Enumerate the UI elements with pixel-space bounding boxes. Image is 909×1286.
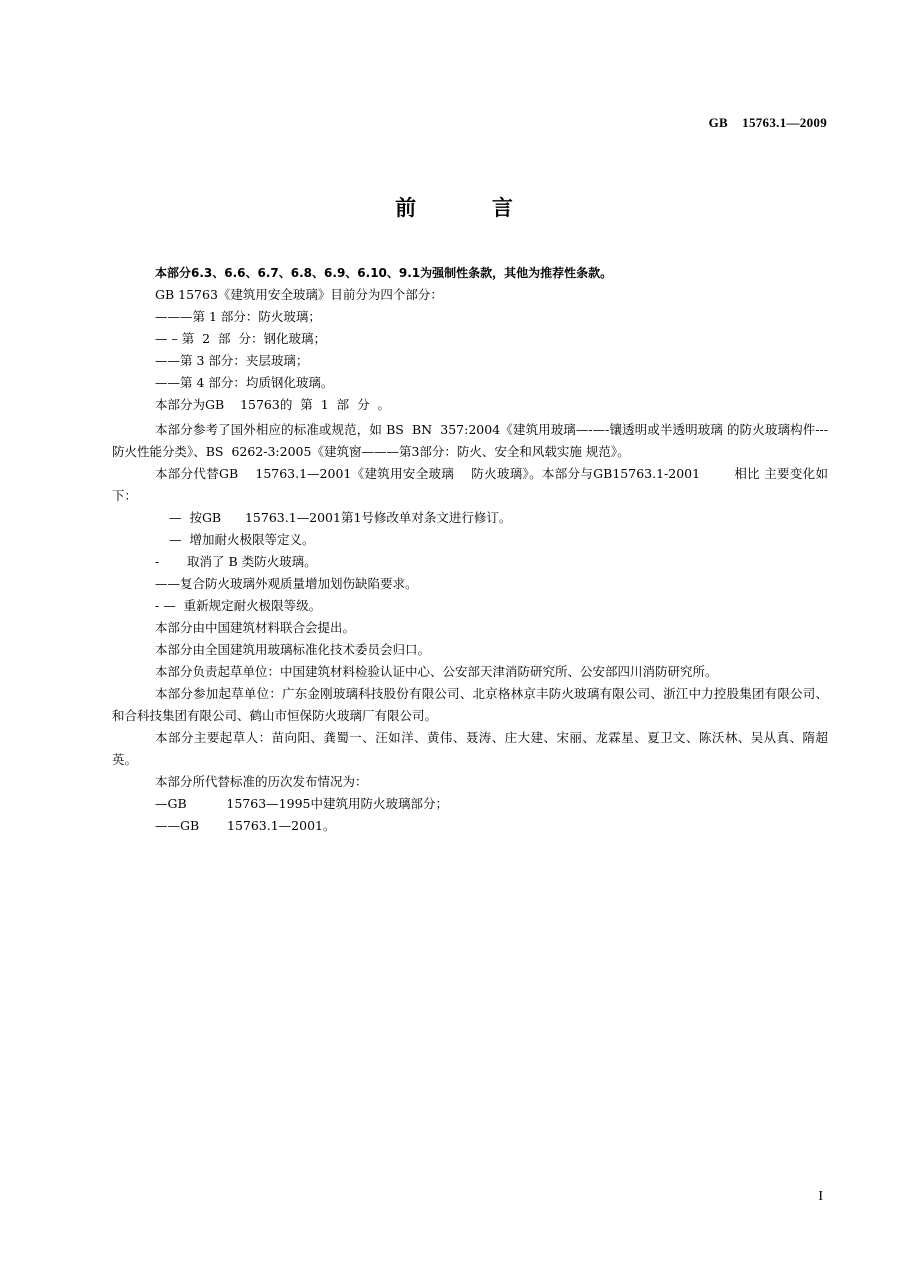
paragraph: 本部分所代替标准的历次发布情况为： (155, 774, 368, 789)
paragraph: 本部分负责起草单位：中国建筑材料检验认证中心、公安部天津消防研究所、公安部四川消防研究所。 (155, 664, 718, 679)
list-item: ———第 1 部分：防火玻璃； (155, 309, 321, 324)
list-item: — – 第 2 部 分：钢化玻璃； (155, 331, 326, 346)
paragraph: 本部分由中国建筑材料联合会提出。 (155, 620, 356, 635)
list-item: ——GB 15763.1—2001。 (155, 818, 336, 833)
paragraph: 本部分参考了国外相应的标准或规范，如 BS BN 357:2004《建筑用玻璃—-—-镶透明或半透明玻璃 的防火玻璃构件---防火性能分类》、BS 6262-3:2005《建筑窗———第3部分：防火、安全和风载实施 规范》。 (112, 422, 828, 459)
list-item: ——复合防火玻璃外观质量增加划伤缺陷要求。 (155, 576, 418, 591)
paragraph: GB 15763《建筑用安全玻璃》目前分为四个部分： (155, 287, 443, 302)
foreword-body (112, 262, 828, 837)
paragraph: 本部分主要起草人：苗向阳、龚蜀一、汪如洋、黄伟、聂涛、庄大建、宋丽、龙霖星、夏卫文、陈沃林、吴从真、隋超英。 (112, 730, 828, 767)
mandatory-clause-note: 本部分6.3、6.6、6.7、6.8、6.9、6.10、9.1为强制性条款，其他为推荐性条款。 (155, 266, 613, 280)
paragraph: 本部分由全国建筑用玻璃标准化技术委员会归口。 (155, 642, 431, 657)
list-item: ——第 3 部分：夹层玻璃； (155, 353, 309, 368)
paragraph: 本部分为GB 15763的 第 1 部 分 。 (155, 397, 391, 412)
list-item: — 按GB 15763.1—2001第1号修改单对条文进行修订。 (169, 510, 512, 525)
list-item: - 取消了 B 类防火玻璃。 (155, 554, 317, 569)
page-title: 前 言 (395, 196, 514, 220)
paragraph: 本部分代替GB 15763.1—2001《建筑用安全玻璃 防火玻璃》。本部分与GB15763.1-2001 相比 主要变化如下： (112, 466, 828, 503)
list-item: —GB 15763—1995中建筑用防火玻璃部分； (155, 796, 448, 811)
standard-code: GB 15763.1—2009 (708, 115, 827, 130)
list-item: ——第 4 部分：均质钢化玻璃。 (155, 375, 334, 390)
list-item: — 增加耐火极限等定义。 (169, 532, 315, 547)
page-number: I (818, 1189, 823, 1204)
list-item: - — 重新规定耐火极限等级。 (155, 598, 322, 613)
paragraph: 本部分参加起草单位：广东金刚玻璃科技股份有限公司、北京格林京丰防火玻璃有限公司、浙江中力控股集团有限公司、和合科技集团有限公司、鹤山市恒保防火玻璃厂有限公司。 (112, 686, 828, 723)
